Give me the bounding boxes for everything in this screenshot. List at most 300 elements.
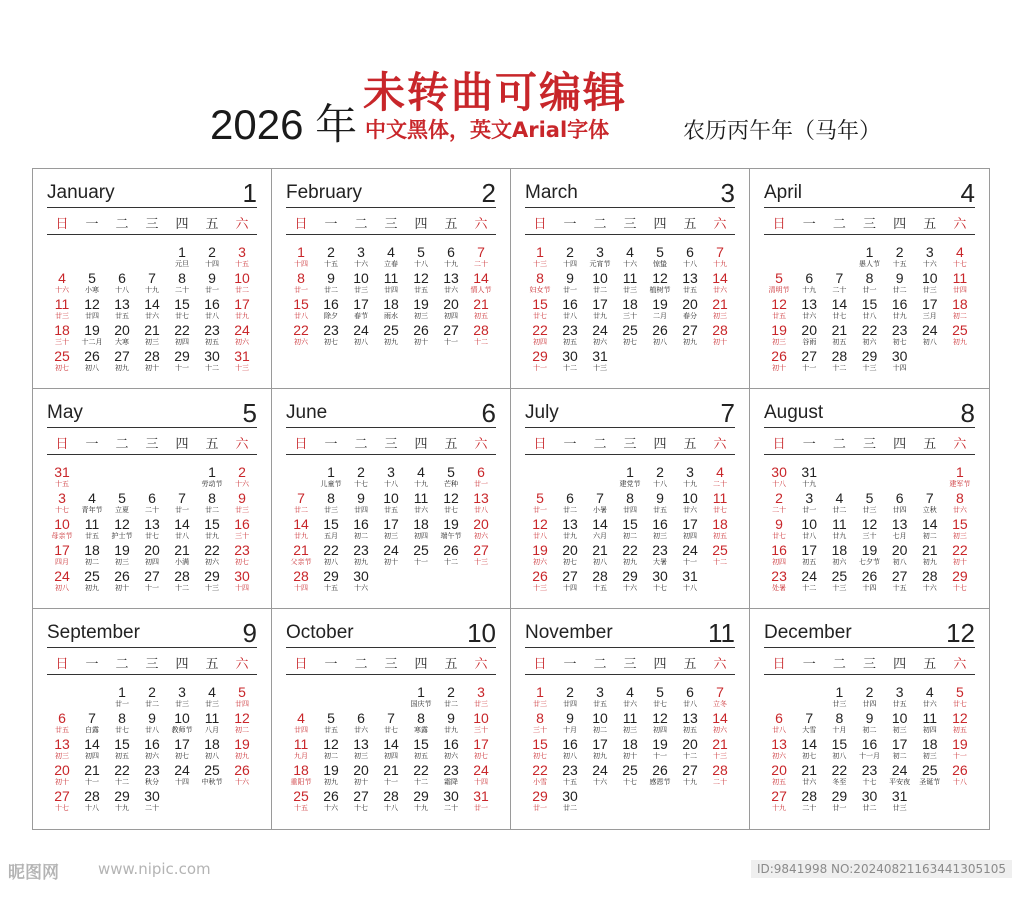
day-number: 22 [532,762,548,778]
day-cell [197,349,227,375]
month-name: December [764,622,852,643]
day-number: 13 [562,516,578,532]
day-cell [824,297,854,323]
lunar-label: 初十 [145,364,159,372]
day-cell [764,465,794,491]
lunar-label: 廿四 [85,312,99,320]
days-grid [764,685,975,815]
weekday-header [47,213,257,233]
weekday-label: 一 [85,217,99,232]
lunar-label: 九月 [294,752,308,760]
day-number: 24 [353,322,369,338]
lunar-label: 元宵节 [589,260,611,268]
lunar-label: 十九 [414,480,428,488]
day-number: 6 [686,684,694,700]
day-number: 7 [148,270,156,286]
lunar-label: 初八 [563,752,577,760]
day-number: 3 [477,684,485,700]
lunar-label: 十六 [354,260,368,268]
lunar-label: 初四 [145,558,159,566]
day-cell [197,465,227,491]
lunar-label: 廿二 [862,804,877,812]
lunar-label: 初八 [324,558,338,566]
lunar-label: 廿八 [683,700,697,708]
month-name: March [525,182,578,203]
day-number: 6 [58,710,66,726]
day-cell [466,763,496,789]
lunar-label: 十六 [623,260,637,268]
lunar-label: 大寒 [115,338,129,346]
lunar-label: 廿九 [593,312,607,320]
lunar-label: 初八 [892,558,907,566]
day-cell [945,297,975,323]
lunar-label: 廿三 [533,700,547,708]
day-cell [197,245,227,271]
day-number: 17 [383,516,399,532]
day-cell [286,491,316,517]
day-cell [854,543,884,569]
lunar-label: 十八 [414,260,428,268]
day-cell [645,491,675,517]
day-number: 9 [327,270,335,286]
day-cell [945,271,975,297]
day-number: 10 [891,710,908,726]
day-cell [585,491,615,517]
lunar-label: 十四 [205,260,219,268]
lunar-label: 廿二 [324,286,338,294]
lunar-label: 初九 [235,752,249,760]
weekday-label: 日 [55,437,69,452]
day-number: 21 [473,296,489,312]
lunar-label: 初八 [922,338,937,346]
day-cell [705,491,735,517]
day-cell [167,543,197,569]
day-cell [107,737,137,763]
lunar-label: 初三 [115,558,129,566]
day-cell [525,569,555,595]
day-cell [854,349,884,375]
day-cell [615,543,645,569]
weekday-label: 五 [683,657,697,672]
lunar-label: 初四 [175,338,189,346]
days-grid [47,465,257,595]
lunar-label: 十月 [832,726,847,734]
weekday-label: 五 [205,437,219,452]
day-number: 9 [566,270,574,286]
day-cell [764,789,794,815]
lunar-label: 立春 [384,260,398,268]
day-cell [406,517,436,543]
day-cell [945,245,975,271]
month-number: 6 [481,398,496,428]
lunar-label: 初七 [175,752,189,760]
day-cell [406,789,436,815]
weekday-label: 五 [923,437,937,452]
day-number: 12 [413,270,429,286]
lunar-year-title: 农历丙午年（马年） [683,119,882,144]
lunar-label: 廿二 [205,506,219,514]
divider [764,427,975,428]
lunar-label: 二十 [832,286,847,294]
day-cell [915,685,945,711]
lunar-label: 初三 [354,752,368,760]
day-cell [227,517,257,543]
month-name: June [286,402,328,423]
day-number: 27 [771,788,787,804]
month-name: February [286,182,363,203]
lunar-label: 十四 [235,584,249,592]
day-number: 20 [114,322,130,338]
lunar-label: 十一 [384,778,398,786]
day-number: 2 [447,684,455,700]
day-cell [197,491,227,517]
day-cell [376,245,406,271]
lunar-label: 二十 [444,804,458,812]
days-grid [525,465,735,595]
day-number: 11 [622,270,638,286]
day-number: 29 [861,348,878,364]
weekday-label: 五 [923,217,937,232]
lunar-label: 初四 [683,532,697,540]
lunar-label: 十三 [235,364,249,372]
day-number: 3 [596,684,604,700]
day-cell [376,297,406,323]
day-number: 5 [238,684,246,700]
day-cell [585,297,615,323]
lunar-label: 十四 [563,260,577,268]
lunar-label: 廿九 [832,532,847,540]
lunar-label: 廿七 [444,506,458,514]
day-number: 27 [891,568,908,584]
day-cell [436,297,466,323]
day-number: 21 [144,322,160,338]
day-number: 18 [622,736,638,752]
day-cell [346,271,376,297]
day-cell [764,569,794,595]
divider [286,674,496,675]
lunar-label: 十一 [802,364,817,372]
day-number: 20 [801,322,817,338]
day-number: 30 [562,348,578,364]
lunar-label: 初八 [593,558,607,566]
day-cell [525,491,555,517]
lunar-label: 初三 [952,532,967,540]
days-grid [47,685,257,815]
day-number: 5 [536,490,544,506]
lunar-label: 廿三 [235,506,249,514]
day-number: 1 [536,684,544,700]
day-cell [764,711,794,737]
lunar-label: 廿五 [683,286,697,294]
day-number: 17 [592,296,608,312]
lunar-label: 初六 [205,558,219,566]
day-cell [794,569,824,595]
lunar-label: 初二 [623,532,637,540]
day-number: 1 [835,684,844,700]
lunar-label: 廿七 [772,532,787,540]
day-number: 15 [413,736,429,752]
weekday-label: 六 [235,437,249,452]
day-cell [615,465,645,491]
divider [525,207,735,208]
weekday-header [764,653,975,673]
month-number: 12 [946,618,975,648]
day-cell [137,271,167,297]
lunar-label: 廿八 [563,312,577,320]
weekday-label: 二 [115,437,129,452]
day-number: 13 [353,736,369,752]
day-cell [615,297,645,323]
lunar-label: 十六 [354,584,368,592]
day-number: 8 [956,490,964,506]
weekday-label: 三 [862,217,876,232]
day-cell [885,711,915,737]
day-number: 14 [174,516,190,532]
day-number: 27 [144,568,160,584]
day-cell [227,271,257,297]
lunar-label: 初九 [115,364,129,372]
day-number: 10 [174,710,190,726]
lunar-label: 初五 [683,726,697,734]
lunar-label: 初四 [384,752,398,760]
day-cell [466,711,496,737]
lunar-label: 初五 [414,752,428,760]
day-number: 18 [952,296,968,312]
day-number: 18 [204,736,220,752]
day-cell [705,245,735,271]
lunar-label: 十三 [474,558,488,566]
day-number: 7 [596,490,604,506]
day-cell [167,763,197,789]
day-cell [466,271,496,297]
day-cell [376,491,406,517]
lunar-label: 廿三 [324,506,338,514]
day-cell [286,737,316,763]
lunar-label: 廿三 [892,804,907,812]
month-panel [511,169,750,389]
lunar-label: 廿八 [772,726,787,734]
day-number: 18 [413,516,429,532]
day-cell [705,763,735,789]
day-cell [167,349,197,375]
lunar-label: 十九 [772,804,787,812]
lunar-label: 初二 [593,726,607,734]
day-number: 23 [323,322,339,338]
day-number: 27 [562,568,578,584]
day-cell [197,711,227,737]
day-number: 24 [592,762,608,778]
lunar-label: 初十 [354,778,368,786]
lunar-label: 初五 [952,726,967,734]
day-cell [77,349,107,375]
lunar-label: 十六 [235,778,249,786]
weekday-label: 五 [205,657,219,672]
lunar-label: 圣诞节 [919,778,941,786]
lunar-label: 初九 [593,752,607,760]
lunar-label: 十九 [802,286,817,294]
weekday-header [525,653,735,673]
day-cell [945,685,975,711]
day-cell [406,491,436,517]
month-panel [750,169,989,389]
day-cell [945,491,975,517]
day-cell [167,711,197,737]
day-cell [675,271,705,297]
day-number: 12 [771,296,787,312]
day-number: 15 [293,296,309,312]
day-number: 12 [652,710,668,726]
lunar-label: 廿五 [115,312,129,320]
lunar-label: 廿二 [563,506,577,514]
day-number: 15 [532,736,548,752]
day-cell [525,297,555,323]
month-panel [272,609,511,829]
lunar-label: 十三 [713,752,727,760]
day-cell [227,465,257,491]
lunar-label: 端午节 [440,532,462,540]
weekday-label: 二 [593,217,607,232]
day-cell [585,685,615,711]
weekday-label: 日 [533,657,547,672]
lunar-label: 初六 [772,752,787,760]
day-number: 11 [832,516,847,532]
day-number: 14 [921,516,938,532]
day-cell [675,737,705,763]
day-cell [794,323,824,349]
day-number: 11 [84,516,100,532]
day-cell [227,491,257,517]
day-cell [286,763,316,789]
lunar-label: 初七 [235,558,249,566]
lunar-label: 廿七 [145,532,159,540]
day-cell [645,465,675,491]
day-number: 14 [84,736,100,752]
day-number: 10 [473,710,489,726]
lunar-label: 二十 [145,804,159,812]
day-number: 9 [148,710,156,726]
day-number: 3 [387,464,395,480]
day-number: 13 [801,296,817,312]
lunar-label: 十八 [115,286,129,294]
day-number: 15 [204,516,220,532]
weekday-label: 三 [623,217,637,232]
day-number: 22 [174,322,190,338]
day-number: 30 [144,788,160,804]
lunar-label: 廿二 [294,506,308,514]
lunar-label: 廿四 [384,286,398,294]
lunar-label: 霜降 [444,778,458,786]
lunar-label: 十三 [533,260,547,268]
day-number: 25 [383,322,399,338]
lunar-label: 廿三 [623,286,637,294]
month-panel [750,389,989,609]
lunar-label: 谷雨 [802,338,817,346]
day-number: 21 [801,762,817,778]
divider [286,454,496,455]
weekday-label: 日 [294,437,308,452]
year-title: 2026 年 [210,101,358,148]
lunar-label: 廿三 [205,700,219,708]
lunar-label: 初九 [384,338,398,346]
day-cell [885,271,915,297]
day-number: 12 [323,736,339,752]
day-cell [675,465,705,491]
month-name: September [47,622,140,643]
weekday-label: 二 [354,437,368,452]
day-number: 15 [532,296,548,312]
day-cell [227,245,257,271]
lunar-label: 大暑 [653,558,667,566]
day-cell [107,323,137,349]
day-cell [915,245,945,271]
day-cell [794,491,824,517]
lunar-label: 十五 [324,260,338,268]
weekday-label: 三 [145,437,159,452]
day-number: 26 [443,542,459,558]
weekday-label: 五 [205,217,219,232]
day-number: 25 [712,542,728,558]
month-number: 3 [720,178,735,208]
day-number: 18 [84,542,100,558]
weekday-header [525,213,735,233]
day-number: 18 [293,762,309,778]
day-cell [675,517,705,543]
day-cell [316,543,346,569]
day-cell [764,517,794,543]
day-number: 6 [775,710,783,726]
day-number: 5 [88,270,96,286]
day-number: 8 [327,490,335,506]
lunar-label: 廿一 [175,506,189,514]
day-cell [316,465,346,491]
day-cell [107,763,137,789]
day-number: 14 [293,516,309,532]
day-number: 22 [952,542,968,558]
day-number: 17 [592,736,608,752]
day-number: 4 [297,710,305,726]
lunar-label: 青年节 [81,506,103,514]
day-cell [316,789,346,815]
day-cell [436,465,466,491]
day-number: 30 [443,788,459,804]
month-panel [33,609,272,829]
day-number: 5 [656,684,664,700]
lunar-label: 廿八 [862,312,877,320]
day-number: 30 [652,568,668,584]
day-cell [137,789,167,815]
lunar-label: 元旦 [175,260,189,268]
day-number: 26 [652,322,668,338]
day-cell [137,297,167,323]
day-number: 15 [174,296,190,312]
day-cell [436,271,466,297]
day-cell [227,711,257,737]
day-number: 1 [956,464,964,480]
month-panel [272,389,511,609]
day-cell [615,245,645,271]
day-number: 24 [54,568,70,584]
day-cell [854,323,884,349]
lunar-label: 白露 [85,726,99,734]
day-cell [137,685,167,711]
lunar-label: 六月 [593,532,607,540]
day-number: 30 [771,464,787,480]
day-cell [645,297,675,323]
lunar-label: 廿一 [533,804,547,812]
lunar-label: 初五 [713,532,727,540]
lunar-label: 十四 [862,584,877,592]
day-number: 14 [801,736,817,752]
